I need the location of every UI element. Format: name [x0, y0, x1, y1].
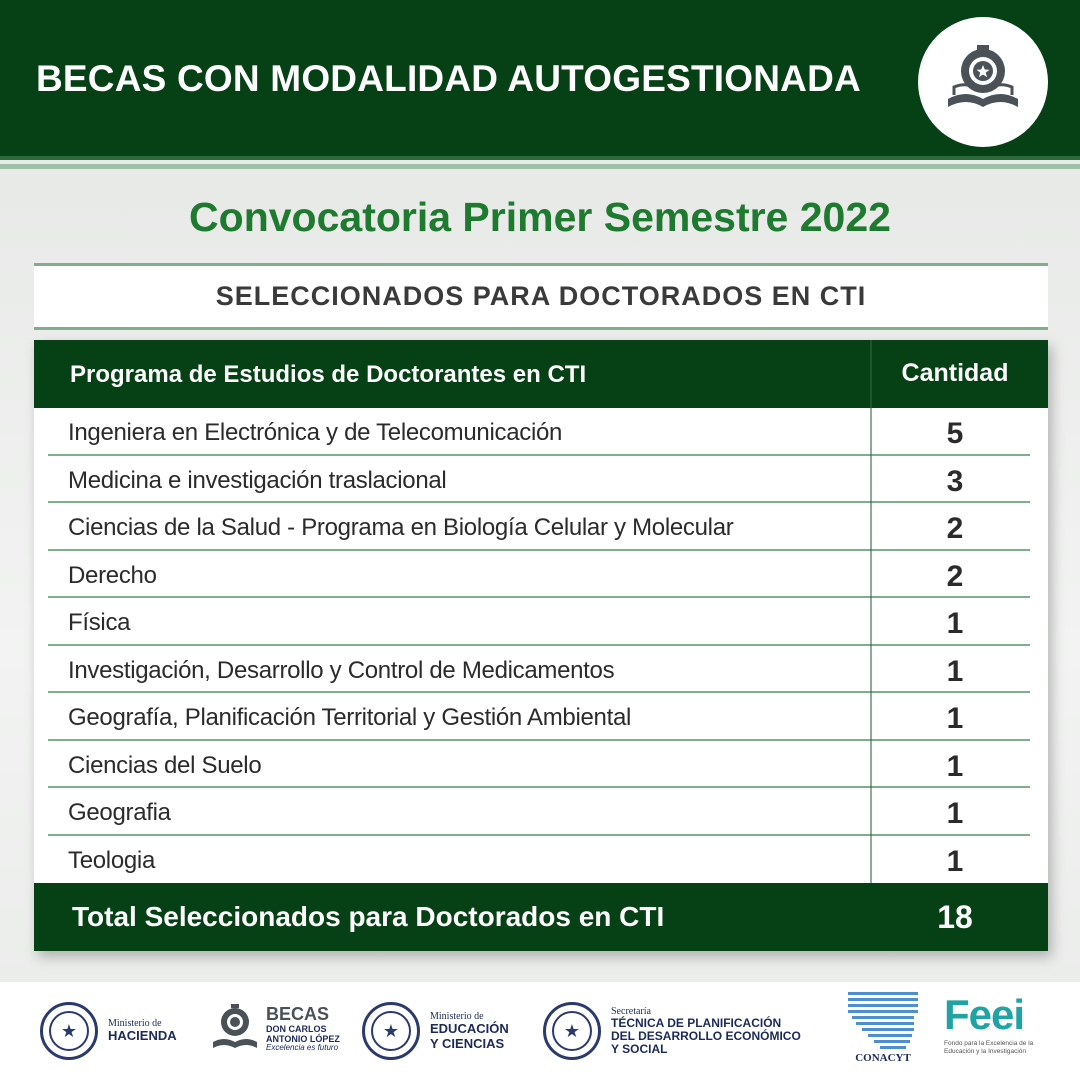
program-cell: Ciencias de la Salud - Programa en Biología Celular y Molecular: [68, 514, 734, 541]
becas-line2: DON CARLOS: [266, 1023, 327, 1034]
feei-name: Feei: [944, 991, 1025, 1038]
column-header-program: Programa de Estudios de Doctorantes en CTI: [70, 361, 587, 388]
header-bar: [0, 0, 1080, 160]
becas-logo: [210, 1000, 340, 1058]
program-cell: Teologia: [68, 846, 156, 874]
table-row: [34, 693, 1048, 741]
paraguay-seal-icon: ★: [40, 1002, 98, 1060]
program-cell: Ingeniera en Electrónica y de Telecomunicación: [68, 419, 563, 446]
program-cell: Geografia: [68, 799, 171, 826]
conacyt-map-icon: [848, 990, 918, 1050]
mec-prefix: Ministerio de: [430, 1011, 484, 1023]
feei-tagline: Fondo para la Excelencia de la Educación y la Investigación: [944, 1040, 1034, 1055]
quantity-cell: 3: [946, 464, 964, 498]
convocatoria-title: Convocatoria Primer Semestre 2022: [189, 194, 891, 240]
program-cell: Geografía, Planificación Territorial y Gestión Ambiental: [68, 704, 632, 731]
scholarship-book-icon: [918, 17, 1048, 147]
mec-logo: [362, 1002, 509, 1060]
section-heading-text: SELECCIONADOS PARA DOCTORADOS EN CTI: [215, 281, 867, 311]
program-cell: Investigación, Desarrollo y Control de Medicamentos: [68, 656, 615, 684]
quantity-cell: 1: [946, 749, 964, 783]
section-heading: [34, 263, 1048, 330]
stp-logo: [543, 1002, 801, 1060]
mec-name-2: Y CIENCIAS: [430, 1035, 505, 1051]
paraguay-seal-icon: ★: [362, 1002, 420, 1060]
quantity-cell: 1: [946, 654, 964, 688]
selection-table: [34, 340, 1048, 951]
conacyt-logo: [848, 990, 918, 1064]
quantity-cell: 1: [946, 797, 964, 830]
table-row: [34, 836, 1048, 884]
stp-name-3: Y SOCIAL: [611, 1042, 668, 1057]
total-label: Total Seleccionados para Doctorados en CTI: [72, 901, 665, 932]
stp-name-2: DEL DESARROLLO ECONÓMICO: [611, 1028, 801, 1043]
column-divider: [870, 340, 872, 951]
quantity-cell: 1: [946, 607, 964, 640]
table-row: [34, 456, 1048, 504]
table-row: [34, 788, 1048, 836]
footer-logos: [0, 982, 1080, 1080]
conacyt-name: CONACYT: [855, 1052, 911, 1064]
header-divider: [0, 164, 1080, 169]
program-cell: Derecho: [68, 561, 157, 589]
hacienda-name: HACIENDA: [108, 1028, 177, 1044]
table-row: [34, 503, 1048, 551]
hacienda-prefix: Ministerio de: [108, 1018, 162, 1030]
table-row: [34, 646, 1048, 694]
quantity-cell: 2: [946, 512, 964, 545]
quantity-cell: 5: [946, 417, 964, 450]
table-body: [34, 408, 1048, 883]
quantity-cell: 1: [946, 844, 964, 878]
table-row: [34, 598, 1048, 646]
feei-logo: [944, 991, 1044, 1056]
quantity-cell: 2: [946, 559, 964, 593]
stp-name-1: TÉCNICA DE PLANIFICACIÓN: [611, 1015, 782, 1030]
program-cell: Medicina e investigación traslacional: [68, 466, 447, 494]
becas-tagline: Excelencia es futuro: [266, 1043, 339, 1053]
paraguay-seal-icon: ★: [543, 1002, 601, 1060]
table-row: [34, 408, 1048, 456]
mec-name-1: EDUCACIÓN: [430, 1021, 509, 1037]
stp-prefix: Secretaría: [611, 1005, 651, 1017]
page-title: BECAS CON MODALIDAD AUTOGESTIONADA: [36, 58, 861, 99]
becas-line3: ANTONIO LÓPEZ: [266, 1033, 340, 1044]
total-value: 18: [937, 899, 973, 935]
scholarship-book-icon: [210, 1000, 260, 1058]
quantity-cell: 1: [946, 702, 964, 735]
table-row: [34, 741, 1048, 789]
program-cell: Ciencias del Suelo: [68, 751, 262, 779]
becas-title: BECAS: [266, 1003, 330, 1024]
table-header: [34, 340, 1048, 408]
table-total-row: [34, 883, 1048, 951]
program-cell: Física: [68, 609, 131, 636]
column-header-quantity: Cantidad: [901, 359, 1009, 387]
table-row: [34, 551, 1048, 599]
hacienda-logo: [40, 1002, 177, 1060]
